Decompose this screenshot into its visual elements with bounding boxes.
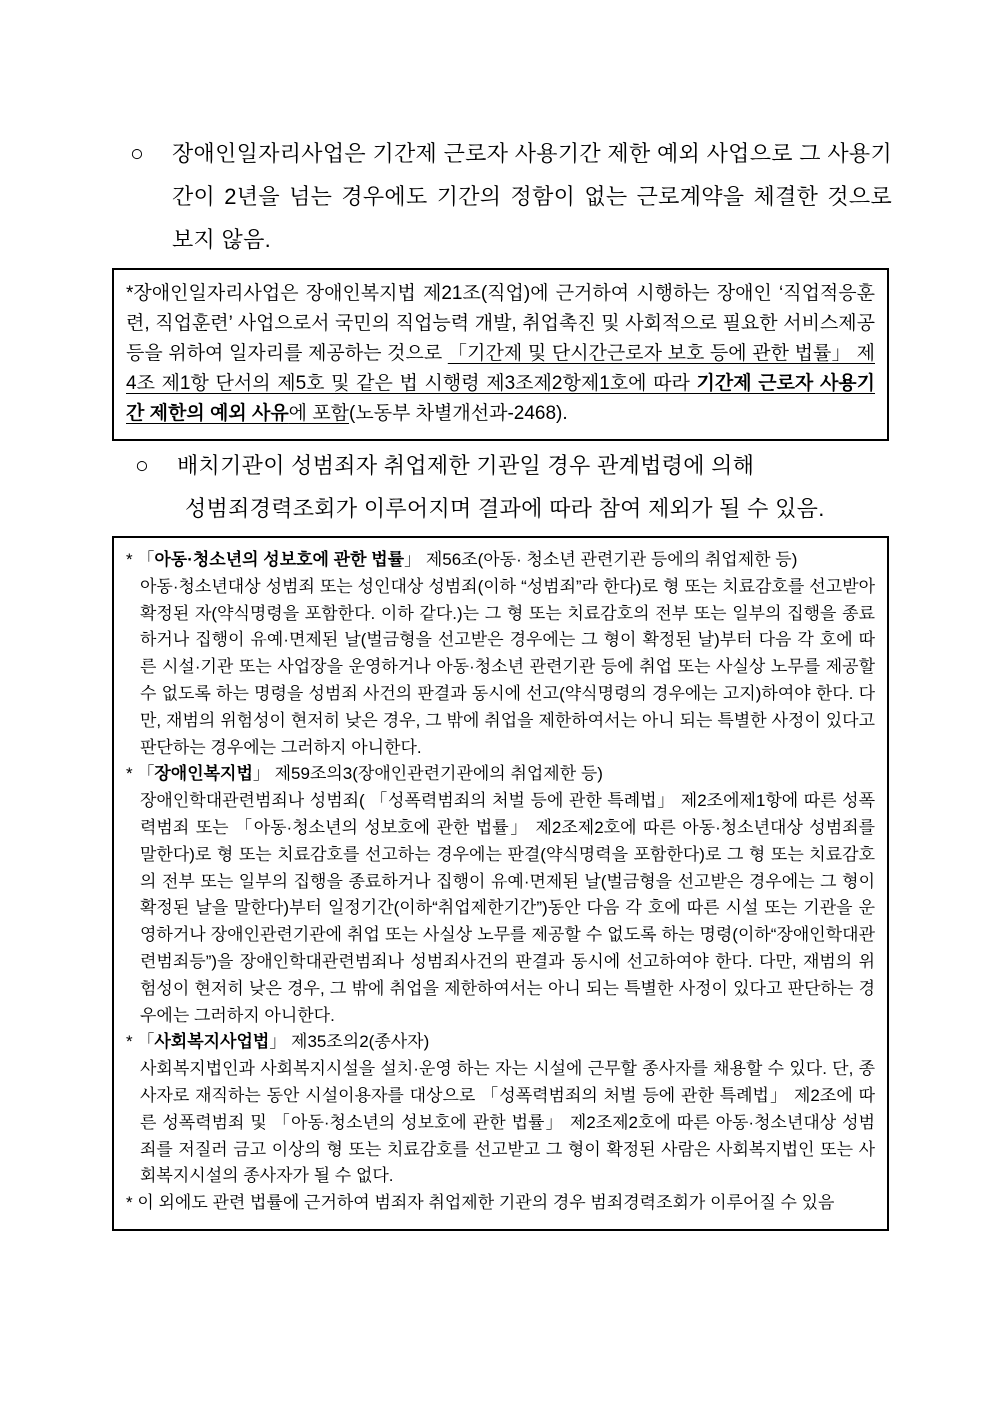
circle-bullet-icon: ○	[130, 140, 144, 166]
asterisk-marker: *	[126, 764, 133, 784]
footnote-label: 이 외에도 관련 법률에 근거하여 범죄자 취업제한 기관의 경우 범죄경력조회가 이루어질 수 있음	[132, 1193, 835, 1213]
bracket-open: 「	[137, 550, 155, 569]
bullet-paragraph-1-text: 장애인일자리사업은 기간제 근로자 사용기간 제한 예외 사업으로 그 사용기간이 2년을 넘는 경우에도 기간의 정함이 없는 근로계약을 체결한 것으로 보지 않음.	[172, 141, 892, 252]
law-item-disability-welfare-act	[126, 761, 875, 1029]
asterisk-marker: *	[126, 550, 133, 569]
bracket-close: 」	[252, 764, 270, 784]
asterisk-marker: *	[126, 1032, 133, 1052]
law-title: 아동·청소년의 성보호에 관한 법률	[154, 550, 405, 569]
bullet-paragraph-1	[130, 132, 892, 261]
bracket-close: 」	[269, 1032, 287, 1052]
law-item-header	[126, 547, 875, 574]
note-1-reference-text: (노동부 차별개선과-2468).	[349, 403, 568, 424]
footnote-text	[126, 1190, 875, 1217]
note-box-exception-clause	[112, 268, 889, 441]
law-item-body: 아동·청소년대상 성범죄 또는 성인대상 성범죄(이하 “성범죄”라 한다)로 형 또는 치료감호를 선고받아 확정된 자(약식명령을 포함한다. 이하 같다.)는 그 형 또는 치료감호의 전부 또는 일부의 집행을 종료하거나 집행이 유예·면제된 날(벌금형을 선고받은 경우에는 그 형이 확정된 날)부터 다음 각 호에 따른 시설·기관 또는 사업장을 운영하거나 아동·청소년 관련기관 등에 취업 또는 사실상 노무를 제공할 수 없도록 하는 명령을 성범죄 사건의 판결과 동시에 선고(약식명령의 경우에는 고지)하여야 한다. 다만, 재범의 위험성이 현저히 낮은 경우, 그 밖에 취업을 제한하여서는 아니 되는 특별한 사정이 있다고 판단하는 경우에는 그러하지 아니한다.	[140, 576, 875, 757]
footnote-other-laws	[126, 1190, 875, 1217]
bullet-2-line-1: 배치기관이 성범죄자 취업제한 기관일 경우 관계법령에 의해	[177, 453, 755, 478]
note-box-1-paragraph	[126, 279, 875, 429]
law-article-reference: 제59조의3(장애인관련기관에의 취업제한 등)	[269, 764, 603, 784]
law-article-reference: 제35조의2(종사자)	[286, 1032, 430, 1052]
law-item-body: 사회복지법인과 사회복지시설을 설치·운영 하는 자는 시설에 근무할 종사자를 채용할 수 있다. 단, 종사자로 재직하는 동안 시설이용자를 대상으로 「성폭력범죄의 처벌 등에 관한 특례법」 제2조에 따른 성폭력범죄 및 「아동·청소년의 성보호에 관한 법률」 제2조제2호에 따른 아동·청소년대상 성범죄를 저질러 금고 이상의 형 또는 치료감호를 선고받고 그 형이 확정된 사람은 사회복지법인 또는 사회복지시설의 종사자가 될 수 없다.	[140, 1059, 875, 1186]
bullet-2-line-2: 성범죄경력조회가 이루어지며 결과에 따라 참여 제외가 될 수 있음.	[185, 496, 825, 521]
circle-bullet-icon: ○	[135, 452, 149, 478]
law-item-header	[126, 1029, 875, 1056]
bullet-paragraph-2	[135, 444, 905, 530]
note-1-underlined-text: 「기간제 및 단시간근로자 보호 등에 관한 법률」 제4조 제1항 단서의 제5호 및 같은 법 시행령 제3조제2항제1호에 따라	[126, 343, 875, 394]
asterisk-marker: *	[126, 1193, 133, 1213]
note-1-underlined-suffix: 에 포함	[288, 403, 350, 424]
law-item-youth-protection-act	[126, 547, 875, 761]
law-item-header	[126, 761, 875, 788]
law-item-body: 장애인학대관련범죄나 성범죄( 「성폭력범죄의 처벌 등에 관한 특례법」 제2조에제1항에 따른 성폭력범죄 또는 「아동·청소년의 성보호에 관한 법률」 제2조제2호에 따른 아동·청소년대상 성범죄를 말한다)로 형 또는 치료감호를 선고하는 경우에는 판결(약식명력을 포함한다)로 그 형 또는 치료감호의 전부 또는 일부의 집행을 종료하거나 집행이 유예·면제된 날(벌금형을 선고받은 경우에는 그 형이 확정된 날을 말한다)부터 일정기간(이하“취업제한기간”)동안 다음 각 호에 따른 시설 또는 기관을 운영하거나 장애인관련기관에 취업 또는 사실상 노무를 제공할 수 없도록 하는 명령(이하“장애인학대관련범죄등”)을 장애인학대관련범죄나 성범죄사건의 판결과 동시에 선고하여야 한다. 다만, 재범의 위험성이 현저히 낮은 경우, 그 밖에 취업을 제한하여서는 아니 되는 특별한 사정이 있다고 판단하는 경우에는 그러하지 아니한다.	[140, 791, 875, 1025]
bracket-open: 「	[137, 1032, 155, 1052]
law-title: 사회복지사업법	[154, 1032, 270, 1052]
law-article-reference: 제56조(아동· 청소년 관련기관 등에의 취업제한 등)	[421, 550, 798, 569]
bracket-close: 」	[404, 550, 422, 569]
bracket-open: 「	[137, 764, 155, 784]
law-title: 장애인복지법	[154, 764, 253, 784]
bullet-paragraph-2-text	[177, 444, 905, 530]
note-1-plain-text: 장애인일자리사업은 장애인복지법 제21조(직업)에 근거하여 시행하는 장애인 ‘직업적응훈련, 직업훈련’ 사업으로서 국민의 직업능력 개발, 취업촉진 및 사회적으로 필요한 서비스제공 등을 위하여 일자리를 제공하는 것으로	[126, 283, 875, 364]
law-item-social-welfare-services-act	[126, 1029, 875, 1190]
asterisk-marker: *	[126, 283, 134, 304]
note-1-bold-underlined-text: 기간제 근로자 사용기간 제한의 예외 사유	[126, 373, 876, 424]
note-box-legal-citations	[112, 536, 889, 1231]
